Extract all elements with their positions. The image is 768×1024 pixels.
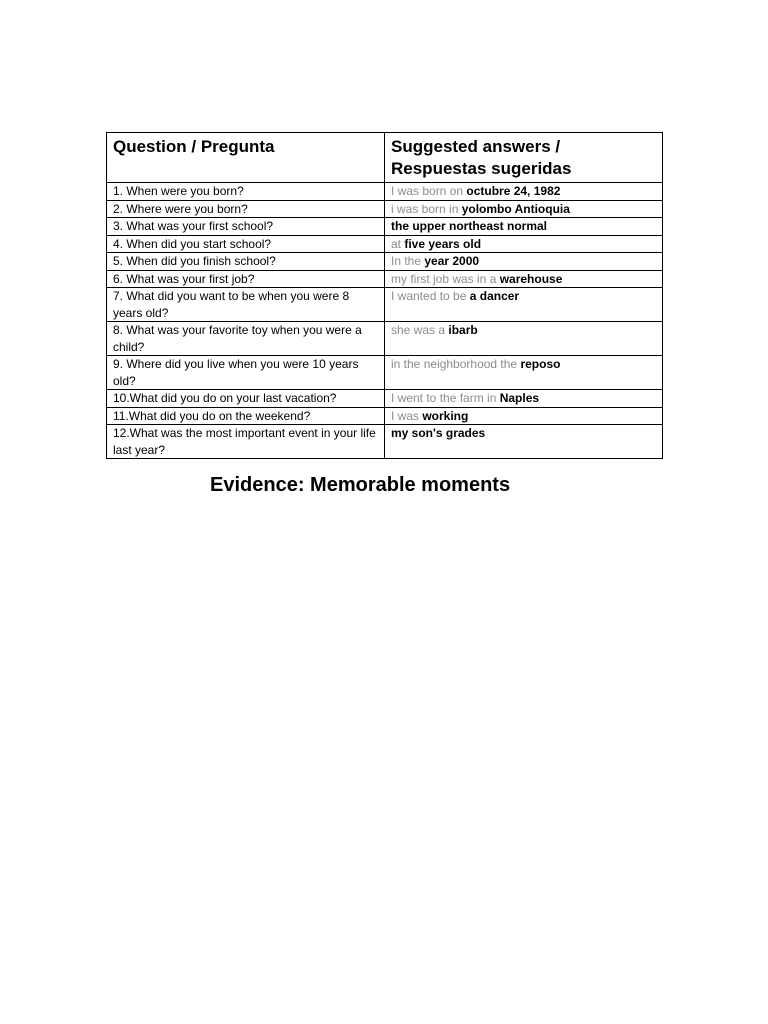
answer-value: my son's grades <box>391 426 486 440</box>
answer-value: ibarb <box>448 323 478 337</box>
table-row <box>107 390 663 408</box>
answer-value: Naples <box>499 391 540 405</box>
questions-table <box>106 132 663 459</box>
answer-cell <box>385 253 663 271</box>
question-cell: 1. When were you born? <box>107 183 385 201</box>
answer-cell <box>385 235 663 253</box>
table-row <box>107 270 663 288</box>
question-header-label: Question / Pregunta <box>113 137 275 156</box>
table-row <box>107 425 663 459</box>
answer-cell <box>385 322 663 356</box>
question-cell: 8. What was your favorite toy when you were a child? <box>107 322 385 356</box>
answer-cell <box>385 356 663 390</box>
question-cell: 3. What was your first school? <box>107 218 385 236</box>
answer-header-line2: Respuestas sugeridas <box>391 159 572 178</box>
answer-cell <box>385 218 663 236</box>
answer-header-line1: Suggested answers / <box>391 137 561 156</box>
table-header-row <box>107 133 663 183</box>
answer-lead: I went to the farm in <box>391 391 500 405</box>
answer-lead: I was born on <box>391 184 467 198</box>
answer-value: the upper northeast normal <box>391 219 548 233</box>
table-row <box>107 322 663 356</box>
question-cell: 9. Where did you live when you were 10 years old? <box>107 356 385 390</box>
answer-cell <box>385 390 663 408</box>
answer-value: year 2000 <box>424 254 480 268</box>
answer-cell <box>385 270 663 288</box>
table-row <box>107 253 663 271</box>
answer-cell <box>385 407 663 425</box>
answer-value: five years old <box>404 236 482 251</box>
answer-lead: I was <box>391 408 423 423</box>
evidence-title: Evidence: Memorable moments <box>210 474 511 496</box>
question-cell: 5. When did you finish school? <box>107 253 385 271</box>
table-row <box>107 183 663 201</box>
table-row <box>107 235 663 253</box>
answer-lead: In the <box>391 254 425 268</box>
answer-value: octubre 24, 1982 <box>466 184 561 198</box>
question-cell: 12.What was the most important event in your life last year? <box>107 425 385 459</box>
question-cell: 6. What was your first job? <box>107 270 385 288</box>
question-cell: 4. When did you start school? <box>107 235 385 253</box>
answer-value: working <box>422 408 469 423</box>
table-row <box>107 288 663 322</box>
answer-lead: at <box>391 236 405 251</box>
table-row <box>107 218 663 236</box>
answer-value: a dancer <box>469 289 520 303</box>
table-row <box>107 200 663 218</box>
question-cell: 7. What did you want to be when you were 8 years old? <box>107 288 385 322</box>
answer-cell <box>385 425 663 459</box>
question-cell: 11.What did you do on the weekend? <box>107 407 385 425</box>
question-column-header <box>107 133 385 183</box>
answer-lead: she was a <box>391 323 449 337</box>
answer-value: yolombo Antioquia <box>461 201 570 216</box>
table-row <box>107 407 663 425</box>
answer-lead: in the neighborhood the <box>391 357 521 371</box>
answer-lead: I wanted to be <box>391 289 470 303</box>
table-row <box>107 356 663 390</box>
answer-cell <box>385 200 663 218</box>
answer-lead: i was born in <box>391 201 462 216</box>
answer-value: warehouse <box>499 271 563 286</box>
answer-column-header <box>385 133 663 183</box>
answer-cell <box>385 288 663 322</box>
answer-cell <box>385 183 663 201</box>
answer-lead: my first job was in a <box>391 271 500 286</box>
answer-value: reposo <box>520 357 561 371</box>
question-cell: 2. Where were you born? <box>107 200 385 218</box>
question-cell: 10.What did you do on your last vacation? <box>107 390 385 408</box>
